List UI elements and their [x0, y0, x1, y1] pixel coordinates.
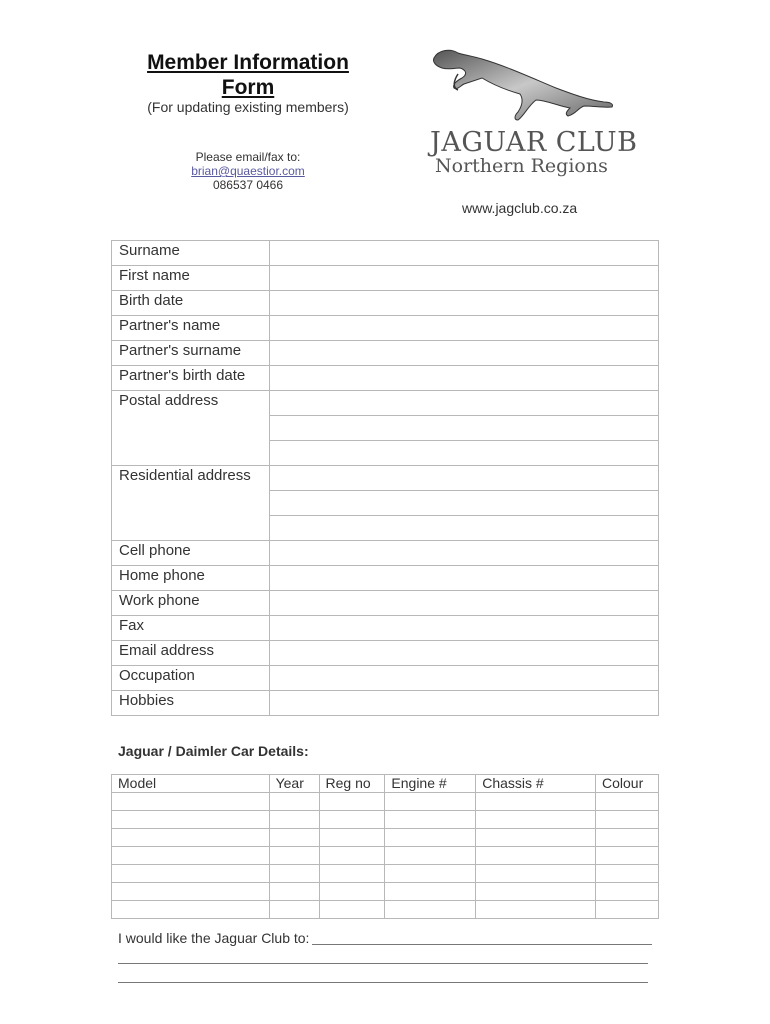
car-cell[interactable]: [269, 829, 319, 847]
table-row: [112, 566, 659, 591]
car-cell[interactable]: [385, 847, 476, 865]
column-header: Colour: [596, 775, 659, 793]
car-cell[interactable]: [476, 811, 596, 829]
car-cell[interactable]: [385, 865, 476, 883]
table-row: [112, 666, 659, 691]
car-cell[interactable]: [596, 847, 659, 865]
postal-address-line-2[interactable]: [270, 416, 659, 441]
car-cell[interactable]: [596, 901, 659, 919]
car-cell[interactable]: [476, 901, 596, 919]
car-cell[interactable]: [319, 811, 385, 829]
car-cell[interactable]: [269, 883, 319, 901]
birth-date-field[interactable]: [270, 291, 659, 316]
club-website: www.jagclub.co.za: [462, 200, 578, 216]
fax-field[interactable]: [270, 616, 659, 641]
car-cell[interactable]: [476, 847, 596, 865]
car-cell[interactable]: [319, 847, 385, 865]
car-cell[interactable]: [596, 883, 659, 901]
partner-name-field[interactable]: [270, 316, 659, 341]
column-header: Model: [112, 775, 270, 793]
table-row: [112, 541, 659, 566]
field-label: First name: [112, 266, 270, 291]
leaping-jaguar-icon: [428, 44, 618, 124]
fax-number: 086537 0466: [212, 178, 284, 192]
table-row: [112, 341, 659, 366]
car-cell[interactable]: [476, 865, 596, 883]
car-cell[interactable]: [319, 901, 385, 919]
car-cell[interactable]: [319, 883, 385, 901]
table-row: [112, 241, 659, 266]
table-header-row: [112, 775, 659, 793]
car-cell[interactable]: [112, 865, 270, 883]
hobbies-field[interactable]: [270, 691, 659, 716]
car-cell[interactable]: [596, 811, 659, 829]
car-cell[interactable]: [112, 829, 270, 847]
car-cell[interactable]: [112, 847, 270, 865]
field-label: Postal address: [112, 391, 270, 466]
car-cell[interactable]: [319, 865, 385, 883]
field-label: Home phone: [112, 566, 270, 591]
car-cell[interactable]: [596, 793, 659, 811]
table-row: [112, 901, 659, 919]
car-cell[interactable]: [269, 865, 319, 883]
table-row: [112, 291, 659, 316]
table-row: [112, 847, 659, 865]
table-row: [112, 316, 659, 341]
column-header: Year: [269, 775, 319, 793]
car-cell[interactable]: [385, 793, 476, 811]
work-phone-field[interactable]: [270, 591, 659, 616]
postal-address-line-3[interactable]: [270, 441, 659, 466]
car-details-table: [111, 774, 659, 919]
field-label: Fax: [112, 616, 270, 641]
table-row: [112, 366, 659, 391]
club-wish-label: I would like the Jaguar Club to:: [118, 930, 310, 946]
car-cell[interactable]: [476, 883, 596, 901]
car-cell[interactable]: [269, 901, 319, 919]
residential-address-line-2[interactable]: [270, 491, 659, 516]
car-cell[interactable]: [476, 829, 596, 847]
table-row: [112, 793, 659, 811]
wish-input-line-1[interactable]: [312, 944, 652, 945]
surname-field[interactable]: [270, 241, 659, 266]
table-row: [112, 641, 659, 666]
car-cell[interactable]: [112, 901, 270, 919]
car-cell[interactable]: [596, 829, 659, 847]
wish-input-line-3[interactable]: [118, 982, 648, 983]
car-cell[interactable]: [385, 829, 476, 847]
table-row: [112, 391, 659, 416]
field-label: Partner's birth date: [112, 366, 270, 391]
table-row: [112, 466, 659, 491]
club-name: JAGUAR CLUB: [430, 127, 638, 158]
car-cell[interactable]: [476, 793, 596, 811]
car-cell[interactable]: [112, 811, 270, 829]
car-cell[interactable]: [385, 883, 476, 901]
field-label: Email address: [112, 641, 270, 666]
form-title: [110, 50, 386, 100]
column-header: Chassis #: [476, 775, 596, 793]
table-row: [112, 883, 659, 901]
club-region: Northern Regions: [435, 155, 608, 177]
table-row: [112, 691, 659, 716]
field-label: Hobbies: [112, 691, 270, 716]
table-row: [112, 616, 659, 641]
table-row: [112, 811, 659, 829]
email-link[interactable]: brian@quaestior.com: [191, 164, 305, 178]
field-label: Work phone: [112, 591, 270, 616]
member-info-table: [111, 240, 659, 716]
field-label: Occupation: [112, 666, 270, 691]
field-label: Cell phone: [112, 541, 270, 566]
residential-address-line-3[interactable]: [270, 516, 659, 541]
column-header: Engine #: [385, 775, 476, 793]
column-header: Reg no: [319, 775, 385, 793]
table-row: [112, 591, 659, 616]
residential-address-line-1[interactable]: [270, 466, 659, 491]
car-cell[interactable]: [319, 793, 385, 811]
cell-phone-field[interactable]: [270, 541, 659, 566]
car-cell[interactable]: [269, 847, 319, 865]
field-label: Residential address: [112, 466, 270, 541]
car-cell[interactable]: [385, 811, 476, 829]
car-details-heading: Jaguar / Daimler Car Details:: [118, 743, 309, 759]
field-label: Surname: [112, 241, 270, 266]
contact-block: [110, 150, 386, 192]
contact-prompt: Please email/fax to:: [195, 150, 301, 164]
car-cell[interactable]: [596, 865, 659, 883]
wish-input-line-2[interactable]: [118, 963, 648, 964]
table-row: [112, 829, 659, 847]
field-label: Birth date: [112, 291, 270, 316]
field-label: Partner's name: [112, 316, 270, 341]
email-address-field[interactable]: [270, 641, 659, 666]
car-cell[interactable]: [112, 883, 270, 901]
field-label: Partner's surname: [112, 341, 270, 366]
title-line-2: Form: [221, 76, 275, 99]
table-row: [112, 865, 659, 883]
car-cell[interactable]: [385, 901, 476, 919]
home-phone-field[interactable]: [270, 566, 659, 591]
car-cell[interactable]: [319, 829, 385, 847]
title-line-1: Member Information: [147, 51, 349, 74]
car-cell[interactable]: [269, 793, 319, 811]
table-row: [112, 266, 659, 291]
occupation-field[interactable]: [270, 666, 659, 691]
car-cell[interactable]: [269, 811, 319, 829]
first-name-field[interactable]: [270, 266, 659, 291]
partner-surname-field[interactable]: [270, 341, 659, 366]
postal-address-line-1[interactable]: [270, 391, 659, 416]
partner-birth-date-field[interactable]: [270, 366, 659, 391]
car-cell[interactable]: [112, 793, 270, 811]
form-subtitle: (For updating existing members): [147, 99, 349, 115]
